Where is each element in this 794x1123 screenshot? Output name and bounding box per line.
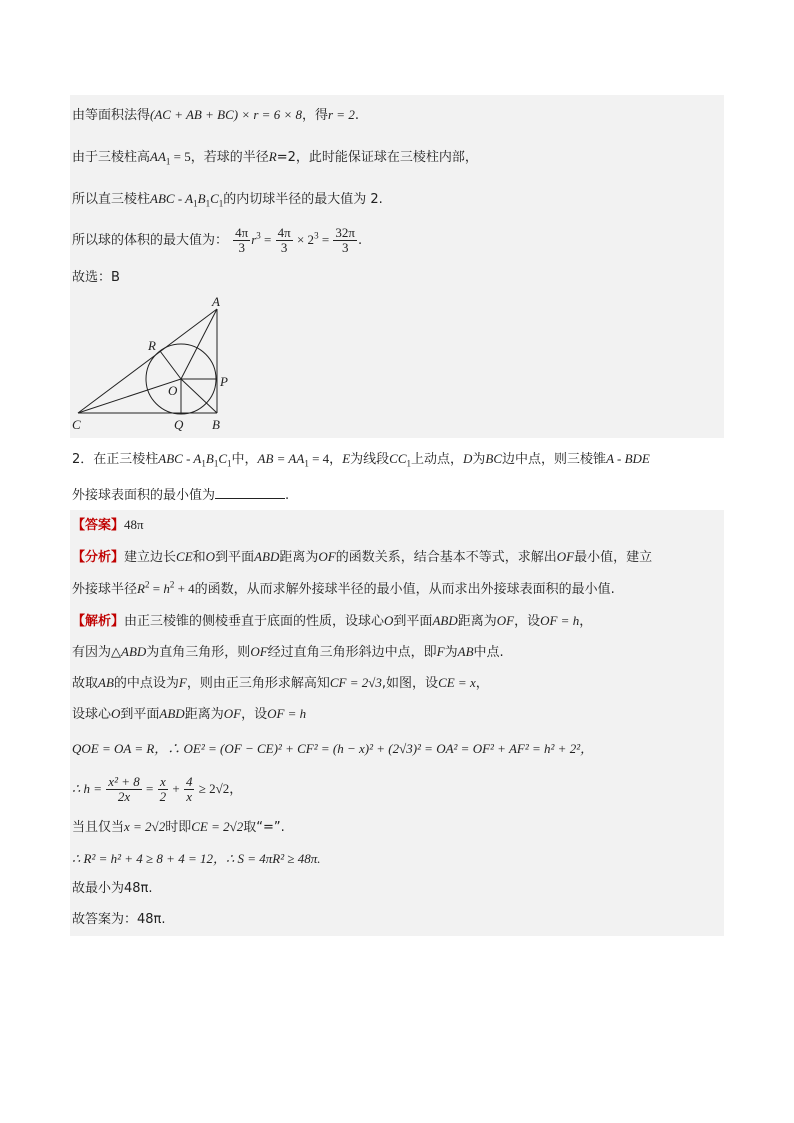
jiexi-line-5: QOE = OA = R，∴ OE² = (OF − CE)² + CF² = (h − x)² + (2√3)² = OA² = OF² + AF² = h² + 2²， — [72, 741, 594, 756]
jiexi-line-1: 【解析】由正三棱锥的侧棱垂直于底面的性质，设球心O到平面ABD距离为OF，设OF = h， — [72, 613, 593, 629]
solution-line-2: 由于三棱柱高$AA_1 = 5$，若球的半径R=2，此时能保证球在三棱柱内部， — [72, 149, 478, 167]
segment-OC — [78, 379, 181, 413]
answer-line — [72, 516, 144, 535]
label-A: A — [212, 294, 220, 309]
analysis-line-2: 外接球半径$R^2 = h^2 + 4$的函数，从而求解外接球半径的最小值，从而求出外接球表面积的最小值. — [72, 579, 615, 597]
question-2-line-2: 外接球表面积的最小值为 . — [72, 488, 290, 503]
jiexi-line-10: 故答案为：48π. — [72, 912, 166, 927]
solution-line-4: 所以球的体积的最大值为： $\frac{4\pi}{3}$ $r^3$ = $\frac{4\pi}{3}$ × $2^3$ = $\frac{32\pi}{3}$ . — [72, 225, 363, 255]
question-2-line-1: 2．在正三棱柱ABC - $A_1B_1C_1$中，AB = $AA_1 = 4$，E为线段$CC_1$上动点，D为BC边中点，则三棱锥A - BDE — [72, 451, 650, 469]
jiexi-tag: 【解析】 — [72, 614, 125, 629]
answer-blank — [215, 486, 285, 499]
segment-OR — [160, 351, 181, 379]
answer-tag: 【答案】 — [72, 518, 125, 533]
label-O: O — [168, 383, 178, 398]
analysis-line-1: 【分析】建立边长CE和O到平面ABD距离为OF的函数关系，结合基本不等式，求解出OF最小值，建立 — [72, 549, 653, 565]
label-B: B — [212, 417, 220, 432]
label-R: R — [148, 338, 156, 353]
jiexi-line-3: 故取AB的中点设为F，则由正三角形求解高知CF = 2√3,如图，设CE = x， — [72, 675, 489, 691]
solution-line-1: 由等面积法得(AC + AB + BC) × r = 6 × 8，得r = 2. — [72, 107, 359, 123]
jiexi-line-8: ∴ R² = h² + 4 ≥ 8 + 4 = 12，∴ S = 4πR² ≥ 48π. — [72, 851, 321, 866]
answer-value: 48π — [124, 517, 144, 532]
jiexi-line-4: 设球心O到平面ABD距离为OF，设OF = h — [72, 706, 307, 722]
label-P: P — [220, 374, 228, 389]
jiexi-line-2: 有因为△ABD为直角三角形，则OF经过直角三角形斜边中点，即F为AB中点. — [72, 644, 504, 660]
label-Q: Q — [174, 417, 184, 432]
triangle-incircle-diagram — [70, 293, 724, 438]
jiexi-line-7: 当且仅当x = 2√2时即CE = 2√2取“=”. — [72, 819, 285, 835]
geometry-figure — [70, 293, 724, 438]
label-C: C — [72, 417, 81, 432]
edge-CA — [78, 309, 217, 413]
solution-line-3: 所以直三棱柱ABC - $A_1B_1C_1$的内切球半径的最大值为 2. — [72, 191, 383, 209]
jiexi-line-9: 故最小为48π. — [72, 881, 153, 896]
solution-line-5: 故选：B — [72, 270, 120, 285]
analysis-tag: 【分析】 — [72, 550, 125, 565]
jiexi-line-6: ∴ h = $\frac{\text{x² + 8}}{2x}$ = $\frac{x}{2}$ + $\frac{4}{x}$ ≥ 2√2， — [72, 774, 243, 804]
